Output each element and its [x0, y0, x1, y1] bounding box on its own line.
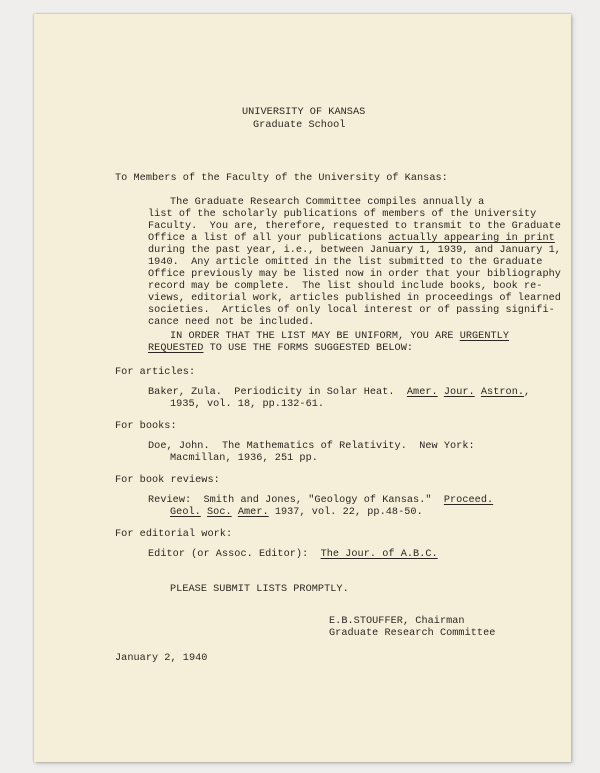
editorial-example-line	[148, 549, 438, 561]
article-example-line-1	[148, 387, 530, 399]
proceed-emphasis: Proceed.	[443, 495, 494, 506]
editor-text: Editor (or Assoc. Editor):	[148, 549, 321, 560]
body-line-8: record may be complete. The list should include books, book re-	[148, 281, 543, 292]
journal-name-part-2: Jour.	[443, 387, 475, 398]
instruction-line-2	[148, 343, 413, 355]
journal-name-part-3: Astron.	[480, 387, 525, 398]
body-line-3: Faculty. You are, therefore, requested to transmit to the Graduate	[148, 221, 561, 232]
articles-label: For articles:	[115, 367, 196, 378]
review-example-line-2	[170, 507, 423, 519]
books-label: For books:	[115, 421, 177, 432]
book-reviews-label: For book reviews:	[115, 475, 220, 486]
body-line-11: cance need not be included.	[148, 317, 315, 328]
book-example-line-2: Macmillan, 1936, 251 pp.	[170, 453, 318, 464]
body-line-7: Office previously may be listed now in order that your bibliography	[148, 269, 561, 280]
signature-title: Graduate Research Committee	[329, 628, 496, 639]
body-line-10: societies. Articles of only local interest or of passing signifi-	[148, 305, 555, 316]
body-line-2: list of the scholarly publications of members of the University	[148, 209, 537, 220]
instruction-text: IN ORDER THAT THE LIST MAY BE UNIFORM, YOU ARE	[170, 331, 460, 342]
body-line-1: The Graduate Research Committee compiles annually a	[170, 197, 485, 208]
body-line-9: views, editorial work, articles published in proceedings of learned	[148, 293, 561, 304]
body-line-6: 1940. Any article omitted in the list submitted to the Graduate	[148, 257, 543, 268]
salutation: To Members of the Faculty of the University of Kansas:	[115, 173, 448, 184]
review-example-line-1	[148, 495, 493, 507]
journal-title-emphasis: The Jour. of A.B.C.	[320, 549, 438, 560]
body-line-4	[148, 233, 555, 245]
instruction-line-1	[170, 331, 509, 343]
signature-name: E.B.STOUFFER, Chairman	[329, 616, 465, 627]
journal-name-part-1: Amer.	[406, 387, 438, 398]
book-example-line-1: Doe, John. The Mathematics of Relativity. New York:	[148, 441, 475, 452]
urgently-emphasis: URGENTLY	[459, 331, 509, 342]
article-citation-comma: ,	[524, 387, 531, 398]
instruction-text-2: TO USE THE FORMS SUGGESTED BELOW:	[203, 343, 414, 354]
editorial-work-label: For editorial work:	[115, 529, 233, 540]
print-emphasis: actually appearing in print	[388, 233, 555, 244]
closing-instruction: PLEASE SUBMIT LISTS PROMPTLY.	[170, 584, 349, 595]
school-heading: Graduate School	[253, 120, 346, 131]
article-example-line-2: 1935, vol. 18, pp.132-61.	[170, 399, 325, 410]
letter-date: January 2, 1940	[115, 653, 208, 664]
geol-emphasis: Geol.	[170, 507, 201, 518]
review-citation-end: 1937, vol. 22, pp.48-50.	[268, 507, 423, 518]
body-line-5: during the past year, i.e., between January 1, 1939, and January 1,	[148, 245, 561, 256]
soc-emphasis: Soc.	[207, 507, 232, 518]
review-citation: Review: Smith and Jones, "Geology of Kansas."	[148, 495, 444, 506]
article-citation: Baker, Zula. Periodicity in Solar Heat.	[148, 387, 407, 398]
amer-emphasis: Amer.	[237, 507, 269, 518]
body-line-4-text: Office a list of all your publications	[148, 233, 389, 244]
university-heading: UNIVERSITY OF KANSAS	[242, 107, 366, 118]
requested-emphasis: REQUESTED	[148, 343, 204, 354]
